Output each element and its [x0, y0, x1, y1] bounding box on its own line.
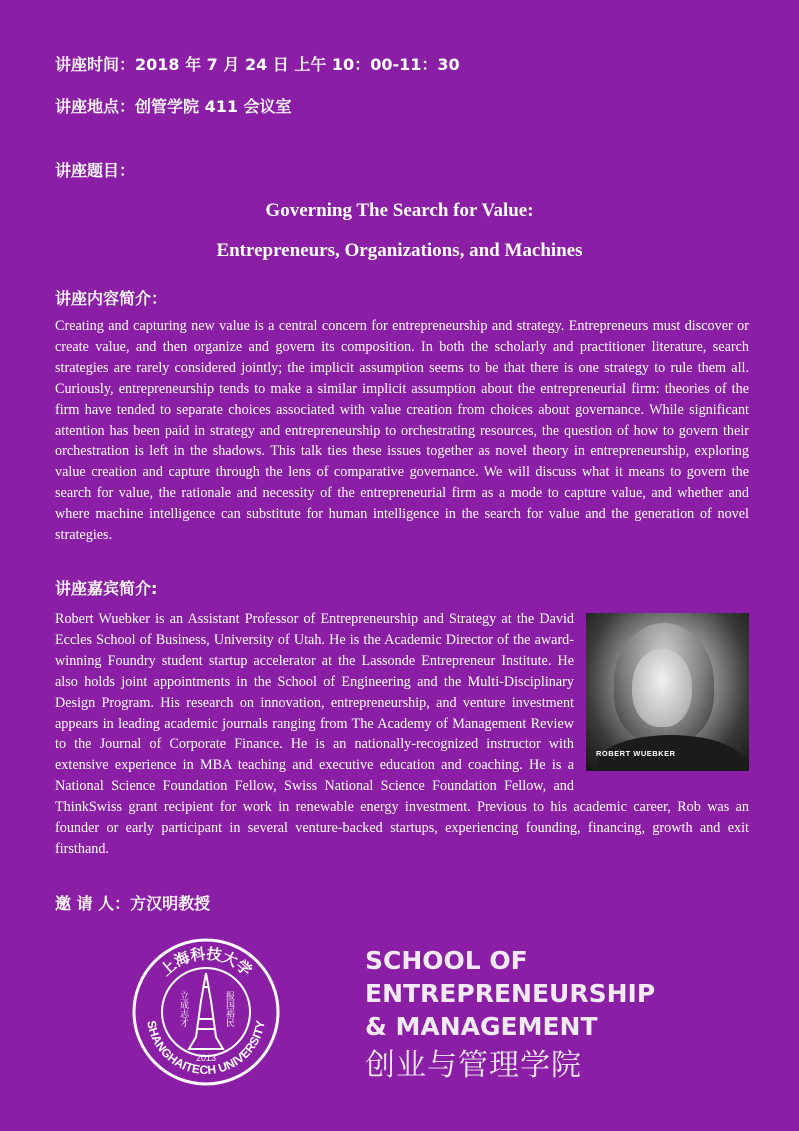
- abstract-heading: 讲座内容简介：: [55, 289, 168, 308]
- inviter-line: 邀 请 人：方汉明教授: [55, 894, 211, 913]
- speaker-bio-heading: 讲座嘉宾简介:: [55, 579, 158, 598]
- school-name-english: [365, 944, 655, 1043]
- seal-year: 2013: [195, 1053, 217, 1063]
- lecture-topic-label: 讲座题目：: [55, 161, 136, 180]
- speaker-bio-text: Robert Wuebker is an Assistant Professor of Entrepreneurship and Strategy at the David Eccles School of Business, University of Utah. He is the Academic Director of the award-winning Foundry student startup accelerator at the Lassonde Entrepreneur Institute. He also holds joint appointments in the School of Engineering and the Multi-Disciplinary Design Program. His research on innovation, entrepreneurship, and venture investment appears in leading academic journals ranging from The Academy of Management Review to the Journal of Corporate Finance. He is an nationally-recognized instructor with extensive experience in MBA teaching and executive education and coaching. He is a National Science Foundation Fellow, Swiss National Science Foundation Fellow, and ThinkSwiss grant recipient for work in renewable energy investment. Previous to his academic career, Rob was an founder or early participant in several venture-backed startups, experiencing founding, financing, growth and exit firsthand.: [55, 611, 749, 857]
- lecture-title-line-1: Governing The Search for Value:: [265, 200, 534, 221]
- seal-top-text: 上海科技大学: [156, 944, 256, 980]
- lecture-title-line-2: Entrepreneurs, Organizations, and Machines: [216, 240, 583, 261]
- lecture-location: 讲座地点：创管学院 411 会议室: [55, 97, 292, 116]
- seal-motto-left: 立成志才: [178, 991, 188, 1027]
- school-name-line: SCHOOL OF: [365, 946, 528, 975]
- seal-bottom-text: SHANGHAITECH UNIVERSITY: [144, 1019, 268, 1078]
- speaker-photo: [586, 613, 749, 771]
- speaker-photo-caption: ROBERT WUEBKER: [596, 749, 676, 759]
- school-name-chinese: 创业与管理学院: [365, 1048, 582, 1083]
- school-name-line: ENTREPRENEURSHIP: [365, 979, 656, 1008]
- seal-motto-right: 报国裕民: [224, 991, 234, 1027]
- lecture-time: 讲座时间：2018 年 7 月 24 日 上午 10：00-11：30: [55, 55, 460, 74]
- abstract-text: Creating and capturing new value is a central concern for entrepreneurship and strategy. Entrepreneurs must discover or create value, and then organize and govern its composition. In both the scholarly and practitioner literature, search strategies are rarely considered jointly; the implicit assumption seems to be that there is one strategy to rule them all. Curiously, entrepreneurship tends to make a similar implicit assumption about the entrepreneurial firm: theories of the firm have tended to separate choices associated with value creation from choices about governance. While significant attention has been paid in strategy and entrepreneurship to orchestrating resources, the question of how to govern their orchestration is left in the shadows. This talk ties these issues together as novel theory in entrepreneurship, exploring value creation and capture through the lens of comparative governance. We will discuss what it means to govern the search for value, the rationale and necessity of the entrepreneurial firm as a mode to capture value, and whether and where machine intelligence can substitute for human intelligence in the search for value and the generation of novel strategies.: [55, 318, 749, 544]
- school-name-line: & MANAGEMENT: [365, 1012, 598, 1041]
- speaker-bio: [55, 609, 749, 860]
- shanghaitech-seal-logo: [131, 937, 281, 1087]
